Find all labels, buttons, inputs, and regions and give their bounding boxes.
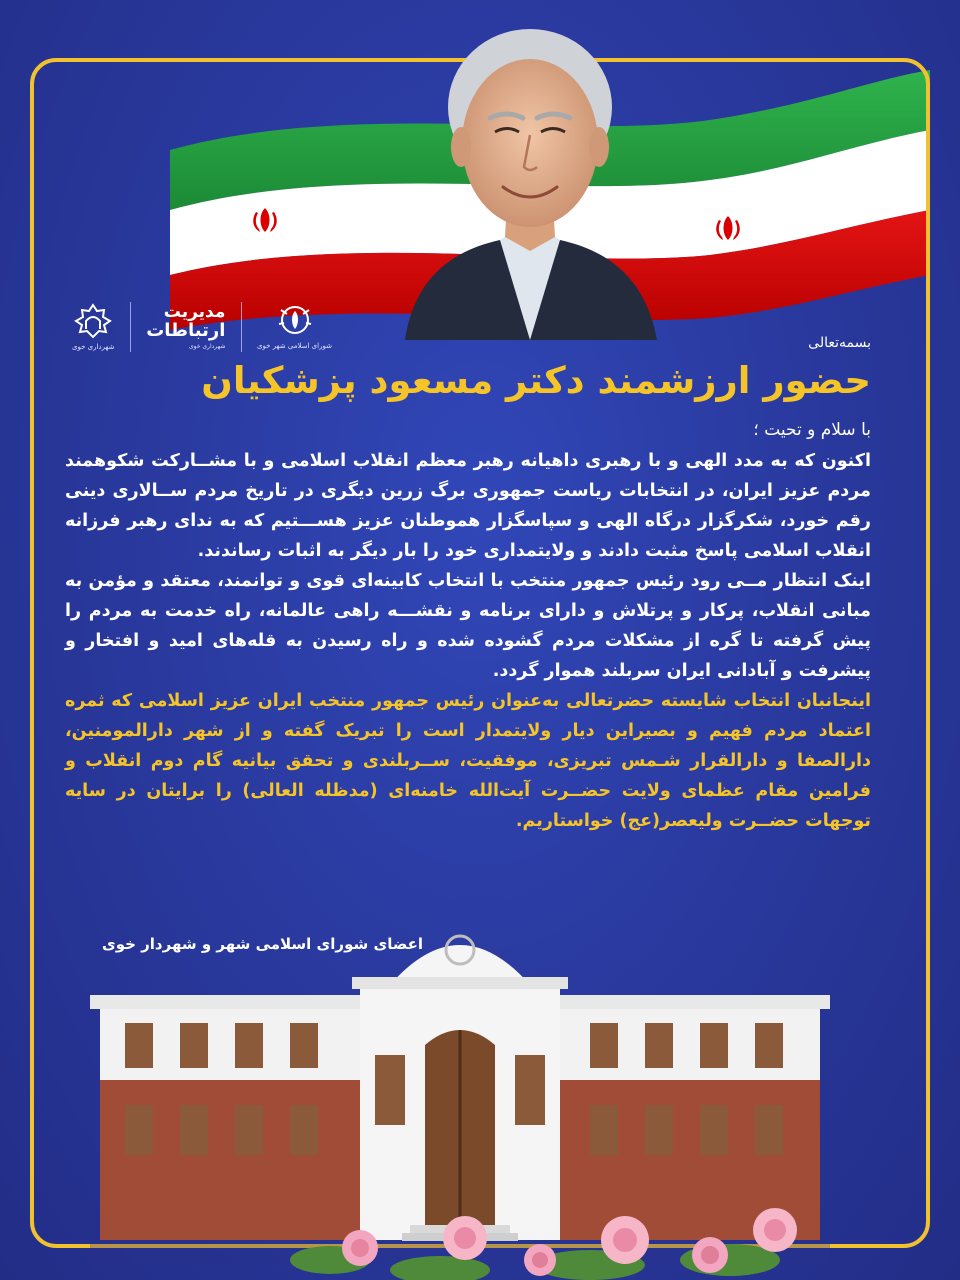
management-line3: شهرداری خوی xyxy=(188,342,226,350)
paragraph-1: اکنون که به مدد الهی و با رهبری داهیانه رهبر معظم انقلاب اسلامی و با مشــارکت شکوهمند مردم عزیز ایران، در انتخابات ریاست جمهوری برگ زرین دیگری در تاریخ مردم ســالاری دینی رقم خورد، شکرگزار درگاه الهی و سپاسگزار هموطنان عزیز هســـتیم که به ندای رهبر فرزانه انقلاب اسلامی پاسخ مثبت دادند و ولایتمداری خود را بار دیگر به اثبات رساندند. xyxy=(65,451,871,561)
paragraph-3: اینجانبان انتخاب شایسته حضرتعالی به‌عنوان رئیس جمهور منتخب ایران عزیز اسلامی که ثمره اعتماد مردم فهیم و بصیراین دیار ولایتمدار است را تبریک گفته و از شهر دارالمومنین، دارالصفا و دارالقرار شـمس تبریزی، موفقیت، ســربلندی و تحقق بیانیه گام دوم انقلاب و فرامین مقام عظمای ولایت حضــرت آیت‌الله خامنه‌ای (مدظله العالی) را برایتان در سایه توجهات حضــرت ولیعصر(عج) خواستاریم. xyxy=(65,691,871,831)
council-caption: شورای اسلامی شهر خوی xyxy=(257,342,332,350)
portrait-photo xyxy=(395,15,665,340)
letter-body xyxy=(65,335,871,836)
basmala: بسمه‌تعالی xyxy=(808,335,871,351)
management-line1: مدیریت xyxy=(163,301,226,322)
management-line2: ارتباطات xyxy=(146,319,226,341)
signature: اعضای شورای اسلامی شهر و شهردار خوی xyxy=(101,935,423,953)
letter-title: حضور ارزشمند دکتر مسعود پزشکیان xyxy=(201,359,871,402)
greeting: با سلام و تحیت ؛ xyxy=(753,420,871,440)
paragraph-2: اینک انتظار مــی رود رئیس جمهور منتخب با انتخاب کابینه‌ای قوی و توانمند، معتقد و مؤمن به مبانی انقلاب، پرکار و پرتلاش و دارای برنامه و نقشـــه راهی عالمانه، راه خدمت به مردم را پیش گرفته تا گره از مشکلات مردم گشوده شده و راه رسیدن به قله‌های امید و افتخار و پیشرفت و آبادانی ایران سربلند هموار گردد. xyxy=(65,571,871,681)
municipality-caption: شهرداری خوی xyxy=(72,343,115,351)
pink-roses xyxy=(290,1120,810,1280)
